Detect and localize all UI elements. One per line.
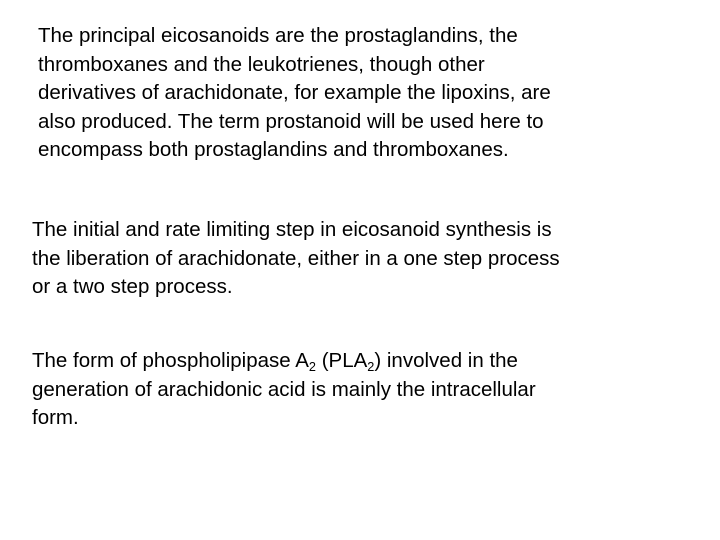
subscript: 2 <box>308 358 316 374</box>
paragraph-rate-limiting-step <box>32 216 692 302</box>
paragraph-line: form. <box>32 406 79 429</box>
paragraph-principal-eicosanoids <box>38 22 688 165</box>
text-segment: ) involved in the <box>374 349 518 372</box>
paragraph-line: The principal eicosanoids are the prostaglandins, the <box>38 24 518 47</box>
paragraph-phospholipase-form <box>32 347 692 433</box>
paragraph-line <box>32 347 692 376</box>
subscript: 2 <box>367 358 375 374</box>
paragraph-line: encompass both prostaglandins and thromboxanes. <box>38 138 509 161</box>
paragraph-line: or a two step process. <box>32 275 233 298</box>
paragraph-line: The initial and rate limiting step in eicosanoid synthesis is <box>32 218 552 241</box>
paragraph-line: the liberation of arachidonate, either in a one step process <box>32 246 560 270</box>
paragraph-line: thromboxanes and the leukotrienes, though other <box>38 52 485 76</box>
paragraph-line: generation of arachidonic acid is mainly the intracellular <box>32 377 536 401</box>
text-segment: The form of phospholipipase A <box>32 349 309 372</box>
paragraph-line: derivatives of arachidonate, for example the lipoxins, are <box>38 81 551 104</box>
paragraph-line: also produced. The term prostanoid will be used here to <box>38 109 544 133</box>
text-segment: (PLA <box>316 349 368 372</box>
